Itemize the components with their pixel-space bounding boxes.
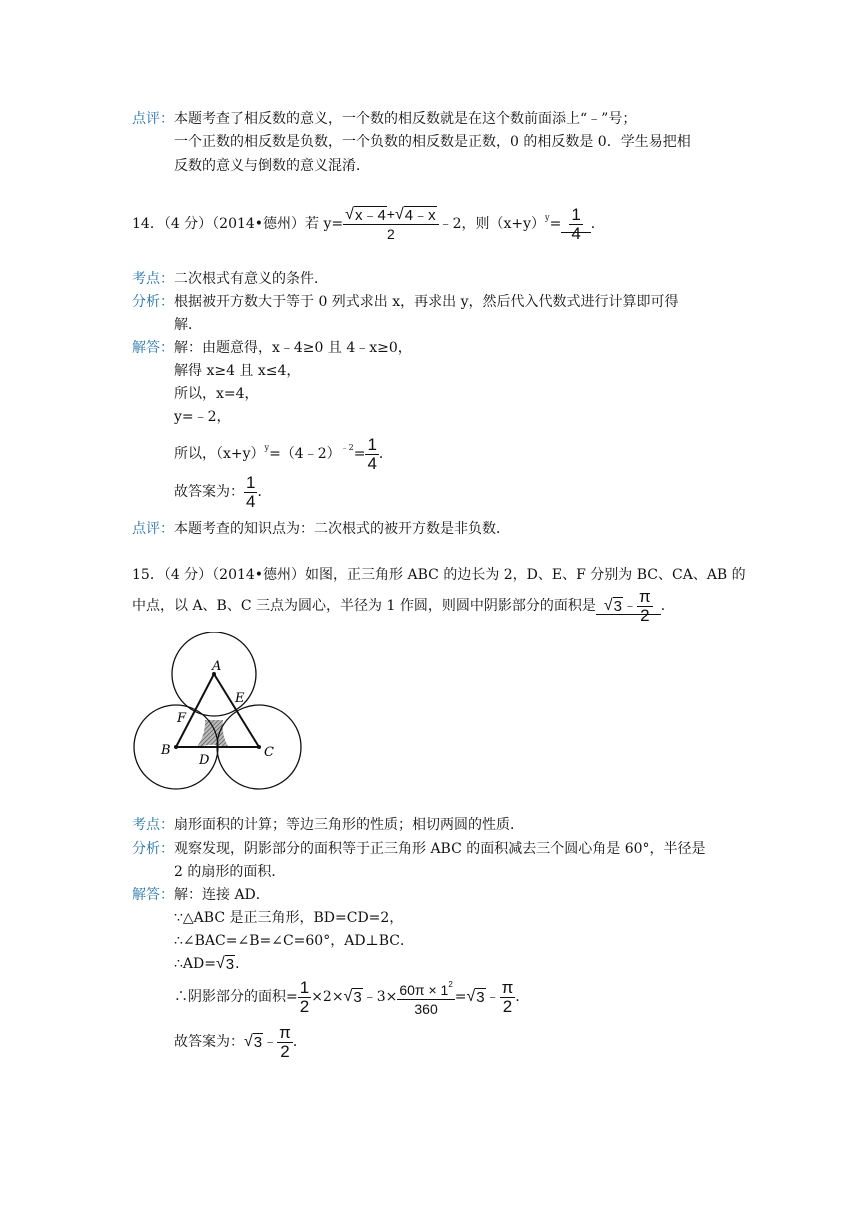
q15-fenxi: 分析：观察发现，阴影部分的面积等于正三角形 ABC 的面积减去三个圆心角是 60°，半径是	[132, 841, 706, 857]
q14-kaodian: 考点：二次根式有意义的条件．	[132, 271, 328, 287]
q14-dianping: 点评：本题考查的知识点为：二次根式的被开方数是非负数．	[132, 521, 510, 537]
label-d: D	[199, 753, 210, 768]
q15-answer: 故答案为： √ 3 ﹣ $\frac{\pi}{2}$ ．	[174, 1022, 307, 1061]
q14-stem: 14．（4 分）（2014•德州）若 y= √ x﹣4 + √ 4﹣x 2 ﹣2，则$(x+y)^y=$ $\frac{1}{4}$ ．	[132, 204, 605, 243]
comment13-line2: 一个正数的相反数是负数，一个负数的相反数是正数，0 的相反数是 0．学生易把相	[174, 134, 691, 150]
q15-answer-blank: √ 3 ﹣ $\frac{\pi}{2}$	[596, 598, 661, 615]
q14-step2: 解得 x≥4 且 x≤4，	[174, 363, 301, 379]
q15-step2: ∵△ABC 是正三角形，BD=CD=2，	[174, 910, 404, 926]
q15-step3: ∴∠BAC=∠B=∠C=60°，AD⊥BC．	[174, 933, 414, 949]
q15-jieda: 解答：解：连接 AD．	[132, 887, 270, 903]
q15-fenxi-cont: 2 的扇形的面积．	[174, 864, 286, 880]
q14-fenxi-cont: 解．	[174, 317, 202, 333]
q14-answer-blank: $\frac{1}{4}$	[561, 216, 590, 233]
q15-step4: ∴AD= √ 3 ．	[174, 955, 250, 973]
q15-kaodian: 考点：扇形面积的计算；等边三角形的性质；相切两圆的性质．	[132, 817, 524, 833]
q14-fraction: √ x﹣4 + √ 4﹣x 2	[343, 205, 438, 243]
comment13-line1: 点评：本题考查了相反数的意义，一个数的相反数就是在这个数前面添上“﹣”号；	[132, 111, 637, 127]
label-c: C	[264, 745, 274, 760]
q15-step5: ∴阴影部分的面积= $\frac{1}{2}$ ×2× √ 3 ﹣3× $\frac{60\pi \times 1^2}{360}$ = √ 3 ﹣ $\frac{\pi}{2}$ ．	[174, 977, 530, 1017]
q15-stem-line1: 15．（4 分）（2014•德州）如图，正三角形 ABC 的边长为 2，D、E、F 分别为 BC、CA、AB 的	[132, 567, 746, 583]
label-e: E	[235, 691, 245, 706]
q14-jieda: 解答：解：由题意得，x﹣4≥0 且 4﹣x≥0，	[132, 340, 412, 356]
label-b: B	[161, 743, 171, 758]
q14-fenxi: 分析：根据被开方数大于等于 0 列式求出 x，再求出 y，然后代入代数式进行计算即可得	[132, 294, 679, 310]
label-a: A	[212, 659, 222, 674]
q14-step3: 所以，x=4，	[174, 386, 259, 402]
label-f: F	[177, 711, 187, 726]
q14-step5: 所以，$(x+y)^y=(4﹣2)^{﹣2}=$ $\frac{1}{4}$ ．	[174, 434, 393, 473]
q15-stem-line2: 中点，以 A、B、C 三点为圆心，半径为 1 作圆，则圆中阴影部分的面积是 √ 3 ﹣ $\frac{\pi}{2}$ ．	[132, 586, 675, 625]
q14-answer: 故答案为： $\frac{1}{4}$ ．	[174, 472, 272, 511]
comment-label: 点评	[132, 111, 160, 127]
three-circles-figure	[128, 632, 308, 794]
comment13-line3: 反数的意义与倒数的意义混淆．	[174, 158, 370, 174]
q14-step4: y=﹣2，	[174, 409, 231, 425]
